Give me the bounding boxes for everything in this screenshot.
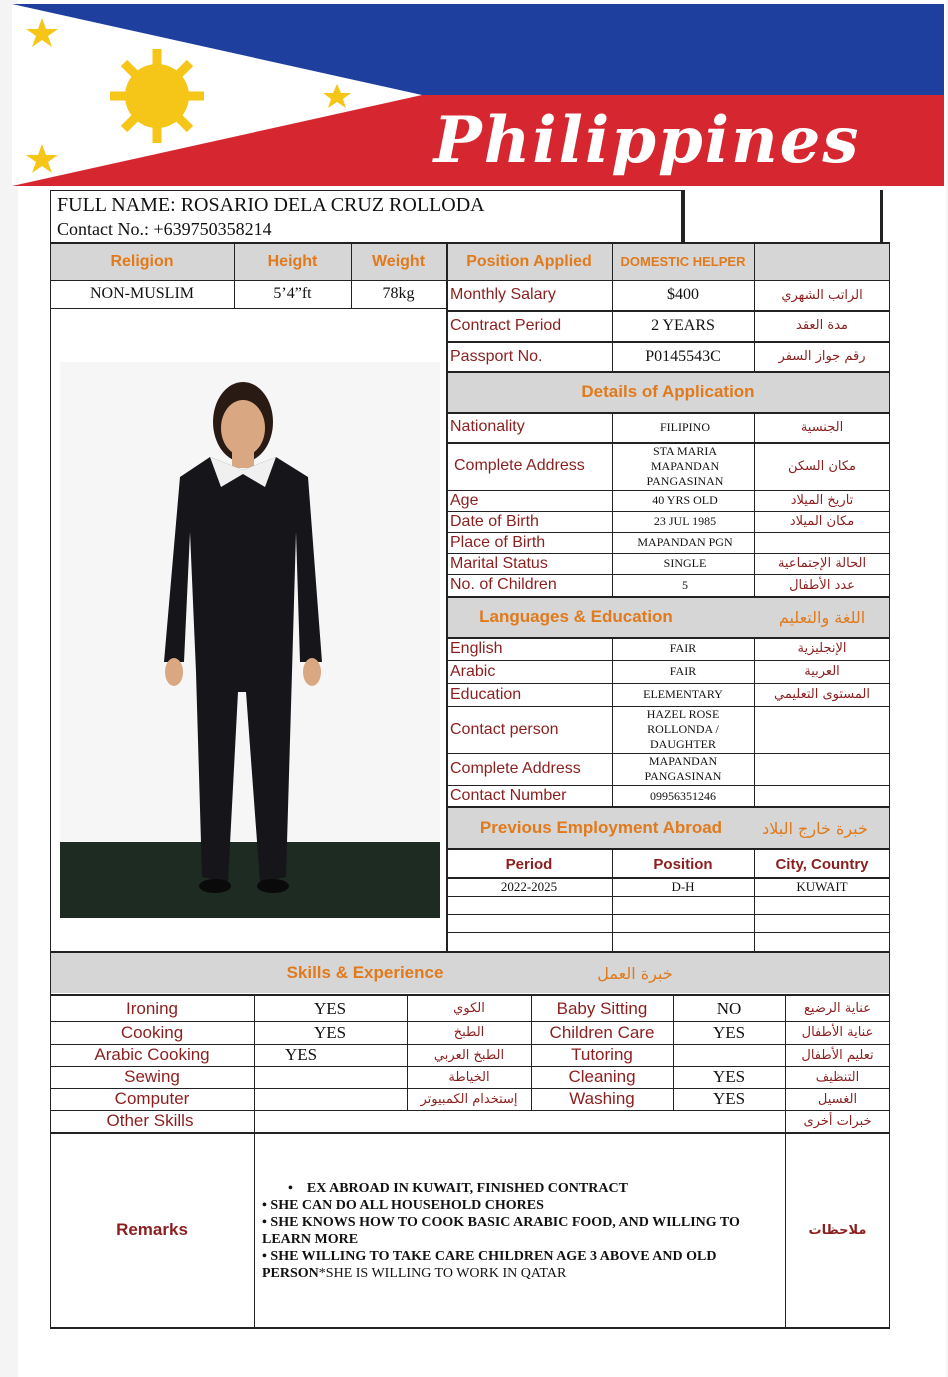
other-skills-ar: خبرات أخرى: [803, 1113, 872, 1129]
skill-value: YES: [712, 1067, 746, 1086]
language-label: Contact person: [450, 720, 559, 738]
contact-number: Contact No.: +639750358214: [57, 219, 272, 239]
height-value: 5’4”ft: [273, 285, 312, 302]
weight-label: Weight: [371, 253, 426, 270]
job-value: P0145543C: [645, 347, 721, 365]
language-label-ar: العربية: [804, 664, 840, 679]
detail-label-ar: [754, 532, 890, 553]
grid-line: [50, 1044, 890, 1045]
col-period: Period: [505, 855, 553, 873]
detail-value: 23 JUL 1985: [653, 514, 717, 528]
language-label-ar: [754, 785, 890, 807]
grid-line: [612, 412, 613, 596]
grid-line: [446, 511, 890, 512]
emp-city: KUWAIT: [796, 879, 848, 894]
skill-label: Computer: [114, 1089, 190, 1108]
grid-line: [50, 1021, 890, 1022]
remark-line: • SHE CAN DO ALL HOUSEHOLD CHORES: [262, 1198, 544, 1213]
grid-line: [50, 1327, 890, 1329]
language-label: Complete Address: [450, 760, 581, 777]
grid-line: [446, 637, 890, 639]
detail-label: Marital Status: [450, 554, 548, 572]
job-label: Contract Period: [450, 316, 562, 334]
employment-heading: Previous Employment Abroad: [479, 818, 723, 837]
skill-label-ar: تعليم الأطفال: [801, 1047, 874, 1063]
detail-value: 40 YRS OLD: [652, 493, 718, 507]
detail-label: Nationality: [450, 418, 525, 435]
grid-line: [446, 442, 890, 444]
detail-value: 5: [682, 577, 688, 592]
skill-label: Cleaning: [568, 1067, 636, 1086]
position-value: DOMESTIC HELPER: [620, 254, 746, 269]
grid-line: [446, 785, 890, 786]
skill-label-ar: الطبخ العربي: [433, 1047, 505, 1063]
grid-line: [446, 532, 890, 533]
grid-line: [50, 242, 890, 244]
grid-line: [50, 951, 890, 953]
language-label: English: [450, 639, 503, 657]
banner-title: Philippines: [433, 103, 861, 178]
sun-icon: [110, 49, 204, 143]
skill-label-ar: الكوي: [453, 1001, 485, 1016]
skill-label: Tutoring: [571, 1045, 633, 1064]
emp-position: D-H: [671, 879, 695, 894]
detail-value: SINGLE: [663, 556, 707, 570]
grid-line: [673, 994, 674, 1110]
skill-label: Arabic Cooking: [94, 1045, 210, 1064]
detail-label-ar: الجنسية: [800, 419, 844, 435]
grid-line: [754, 412, 755, 596]
skills-heading-ar: خبرة العمل: [597, 963, 673, 983]
skill-label-ar: عناية الرضيع: [804, 1001, 871, 1016]
religion-label: Religion: [110, 253, 174, 270]
detail-value: FILIPINO: [660, 419, 710, 434]
grid-line: [446, 553, 890, 554]
job-label: Passport No.: [450, 347, 543, 365]
full-name: FULL NAME: ROSARIO DELA CRUZ ROLLODA: [57, 194, 485, 216]
skill-label: Baby Sitting: [556, 998, 648, 1018]
detail-label: No. of Children: [450, 576, 557, 593]
grid-line: [446, 596, 890, 598]
grid-line: [446, 914, 890, 915]
grid-line: [446, 244, 448, 953]
job-label: Monthly Salary: [450, 286, 556, 303]
skill-value: NO: [716, 998, 742, 1018]
grid-line: [612, 848, 613, 952]
skill-label: Cooking: [120, 1022, 184, 1042]
language-label-ar: المستوى التعليمي: [774, 687, 870, 702]
details-heading: Details of Application: [581, 382, 755, 401]
skill-label: Ironing: [126, 998, 178, 1018]
job-value: $400: [667, 286, 699, 303]
position-label: Position Applied: [466, 253, 592, 270]
grid-line: [50, 994, 890, 996]
skill-value: YES: [314, 1022, 347, 1042]
skill-label-ar: الغسيل: [817, 1091, 858, 1107]
flag-banner: [12, 4, 944, 186]
grid-line: [50, 242, 51, 1329]
skill-label-ar: عناية الأطفال: [801, 1025, 874, 1040]
grid-line: [612, 637, 613, 807]
skill-label-ar: الخياطة: [448, 1069, 490, 1085]
grid-line: [254, 994, 255, 1328]
language-value: ELEMENTARY: [643, 687, 723, 701]
remark-line: • SHE WILLING TO TAKE CARE CHILDREN AGE 3 ABOVE AND OLD PERSON*SHE IS WILLING TO WORK IN QATAR: [262, 1249, 717, 1281]
languages-heading-ar: اللغة والتعليم: [778, 607, 866, 627]
employment-heading-ar: خبرة خارج البلاد: [762, 818, 868, 838]
job-label-ar: مدة العقد: [796, 318, 848, 333]
language-value: FAIR: [669, 641, 697, 655]
grid-line: [50, 1088, 890, 1089]
grid-line: [446, 806, 890, 808]
language-label: Contact Number: [450, 787, 567, 804]
detail-label-ar: مكان السكن: [787, 458, 857, 474]
grid-line: [446, 574, 890, 575]
detail-label-ar: مكان الميلاد: [789, 514, 855, 529]
grid-line: [50, 308, 447, 309]
language-label: Education: [450, 685, 522, 703]
grid-line: [50, 1132, 890, 1134]
skill-label: Sewing: [124, 1067, 180, 1086]
grid-line: [754, 848, 755, 952]
applicant-photo: [60, 362, 440, 918]
grid-line: [446, 310, 890, 312]
detail-value: MAPANDAN PGN: [637, 535, 733, 549]
language-label-ar: [754, 753, 890, 785]
remarks-label: Remarks: [116, 1220, 188, 1239]
language-value: MAPANDAN PANGASINAN: [644, 754, 722, 783]
grid-line: [531, 994, 532, 1110]
grid-line: [446, 896, 890, 897]
skill-label-ar: الطبخ: [453, 1025, 485, 1040]
skill-value: YES: [712, 1089, 746, 1108]
language-value: FAIR: [669, 664, 697, 678]
job-label-ar: رقم جواز السفر: [778, 349, 866, 364]
language-value: 09956351246: [650, 788, 716, 803]
emp-period: 2022-2025: [500, 879, 558, 894]
grid-line: [446, 877, 890, 879]
grid-line: [446, 753, 890, 754]
grid-line: [50, 280, 890, 281]
detail-label: Place of Birth: [450, 533, 546, 551]
detail-value: STA MARIA MAPANDAN PANGASINAN: [646, 443, 724, 488]
language-label-ar: الإنجليزية: [797, 641, 847, 656]
language-label-ar: [754, 706, 890, 753]
grid-line: [446, 848, 890, 850]
detail-label: Date of Birth: [450, 512, 539, 530]
grid-line: [754, 637, 755, 807]
language-label: Arabic: [450, 662, 496, 680]
grid-line: [612, 244, 613, 372]
grid-line: [754, 244, 755, 372]
skill-label-ar: التنظيف: [815, 1069, 860, 1085]
skill-value: [673, 1044, 785, 1066]
grid-line: [234, 244, 235, 308]
skill-label: Washing: [569, 1089, 635, 1108]
skill-value: YES: [712, 1022, 746, 1042]
detail-label: Age: [450, 491, 479, 509]
grid-line: [446, 660, 890, 661]
skill-value: YES: [314, 998, 347, 1018]
detail-label: Complete Address: [454, 457, 585, 474]
grid-line: [446, 412, 890, 414]
detail-label-ar: تاريخ الميلاد: [790, 493, 854, 508]
languages-heading: Languages & Education: [479, 607, 673, 626]
remark-line: • EX ABROAD IN KUWAIT, FINISHED CONTRACT: [288, 1181, 628, 1196]
other-skills-label: Other Skills: [106, 1111, 194, 1130]
skill-value: [314, 1066, 404, 1088]
skill-value: [314, 1088, 404, 1110]
grid-line: [50, 1066, 890, 1067]
skill-label-ar: إستخدام الكمبيوتر: [420, 1091, 518, 1107]
grid-line: [446, 706, 890, 707]
skills-heading: Skills & Experience: [286, 963, 444, 982]
grid-line: [351, 244, 352, 308]
language-value: HAZEL ROSE ROLLONDA / DAUGHTER: [646, 707, 720, 751]
grid-line: [446, 490, 890, 491]
skill-label: Children Care: [549, 1022, 655, 1042]
detail-label-ar: عدد الأطفال: [789, 577, 855, 593]
remarks-label-ar: ملاحظات: [808, 1222, 867, 1238]
grid-line: [446, 341, 890, 343]
col-position: Position: [653, 855, 713, 873]
grid-line: [407, 994, 408, 1110]
grid-line: [785, 994, 786, 1328]
job-label-ar: الراتب الشهري: [781, 287, 863, 303]
religion-value: NON-MUSLIM: [90, 285, 194, 302]
height-label: Height: [267, 253, 318, 270]
skill-value: YES: [285, 1045, 318, 1064]
remarks-text: [262, 1180, 777, 1282]
grid-line: [446, 371, 890, 373]
weight-value: 78kg: [382, 285, 415, 302]
remark-line: • SHE KNOWS HOW TO COOK BASIC ARABIC FOOD, AND WILLING TO LEARN MORE: [262, 1215, 740, 1247]
grid-line: [50, 1110, 890, 1111]
grid-line: [446, 683, 890, 684]
job-value: 2 YEARS: [651, 316, 715, 334]
col-city: City, Country: [775, 855, 869, 873]
detail-label-ar: الحالة الإجتماعية: [777, 556, 867, 571]
grid-line: [446, 932, 890, 933]
